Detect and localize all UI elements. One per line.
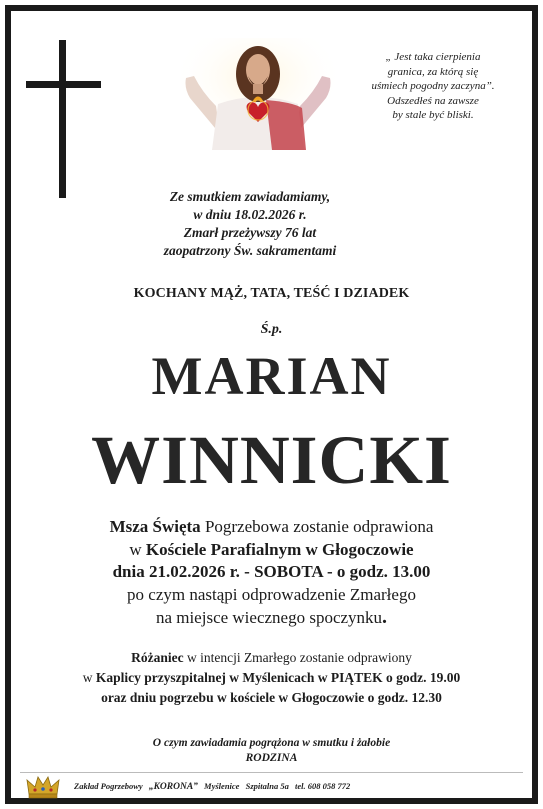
family-relation: KOCHANY MĄŻ, TATA, TEŚĆ I DZIADEK bbox=[133, 286, 410, 301]
rosary-line bbox=[0, 648, 543, 668]
mass-line bbox=[0, 606, 543, 630]
mass-date bbox=[0, 561, 543, 584]
family-signature: RODZINA bbox=[245, 752, 298, 764]
intro-line: Ze smutkiem zawiadamiamy, bbox=[169, 189, 331, 204]
sp-abbreviation: Ś.p. bbox=[260, 322, 283, 337]
footer-company-prefix: Zakład Pogrzebowy bbox=[74, 781, 143, 791]
sacred-heart-image bbox=[180, 38, 336, 150]
mass-line bbox=[0, 516, 543, 539]
intro-line: w dniu 18.02.2026 r. bbox=[193, 207, 307, 222]
mass-line: po czym nastąpi odprowadzenie Zmarłego bbox=[127, 584, 416, 604]
deceased-first-name: MARIAN bbox=[151, 346, 392, 406]
rosary-chapel: Kaplicy przyszpitalnej w Myślenicach w PIĄTEK o godz. 19.00 bbox=[95, 670, 461, 685]
poem-line: Odszedłeś na zawsze bbox=[387, 94, 479, 107]
rosary-line bbox=[0, 668, 543, 688]
rosary-line-prefix: w bbox=[82, 670, 96, 685]
footer-divider bbox=[20, 772, 523, 773]
cross-vertical-bar bbox=[59, 40, 66, 198]
poem-line: by stale być bliski. bbox=[392, 109, 474, 121]
death-announcement bbox=[120, 188, 380, 260]
rosary-info bbox=[0, 648, 543, 708]
mass-date-text: dnia 21.02.2026 r. - SOBOTA - o godz. 13.00 bbox=[112, 562, 431, 581]
funeral-home-footer bbox=[74, 781, 534, 792]
poem bbox=[348, 50, 518, 123]
rosary-funeral-day: oraz dniu pogrzebu w kościele w Głogoczowie o godz. 12.30 bbox=[101, 690, 442, 705]
closing-line: O czym zawiadamia pogrążona w smutku i żałobie bbox=[152, 737, 391, 749]
crown-logo-icon bbox=[26, 774, 60, 800]
mass-line-text: na miejsce wiecznego spoczynku bbox=[155, 608, 383, 627]
intro-line: zaopatrzony Św. sakramentami bbox=[163, 243, 337, 258]
mass-title: Msza Święta bbox=[109, 517, 201, 536]
rosary-title: Różaniec bbox=[131, 650, 184, 665]
mass-line-text: Pogrzebowa zostanie odprawiona bbox=[200, 517, 434, 536]
rosary-line bbox=[0, 688, 543, 708]
poem-line: granica, za którą się bbox=[387, 65, 479, 78]
footer-city: Myślenice bbox=[204, 781, 240, 791]
poem-line: „ Jest taka cierpienia bbox=[385, 51, 481, 63]
footer-phone: tel. 608 058 772 bbox=[294, 781, 351, 791]
funeral-mass-info bbox=[0, 516, 543, 630]
intro-line: Zmarł przeżywszy 76 lat bbox=[183, 225, 317, 240]
closing-note bbox=[0, 736, 543, 766]
church-name: Kościele Parafialnym w Głogoczowie bbox=[145, 539, 414, 559]
mass-line-dot: . bbox=[382, 606, 388, 628]
deceased-last-name: WINNICKI bbox=[91, 422, 452, 498]
poem-line: uśmiech pogodny zaczyna”. bbox=[371, 80, 495, 92]
rosary-line-text: w intencji Zmarłego zostanie odprawiony bbox=[183, 650, 412, 665]
cross-horizontal-bar bbox=[26, 81, 101, 88]
footer-address: Szpitalna 5a bbox=[245, 781, 289, 791]
mass-line-prefix: w bbox=[129, 539, 146, 559]
mass-line bbox=[0, 539, 543, 562]
footer-company-name: „KORONA” bbox=[148, 782, 198, 792]
